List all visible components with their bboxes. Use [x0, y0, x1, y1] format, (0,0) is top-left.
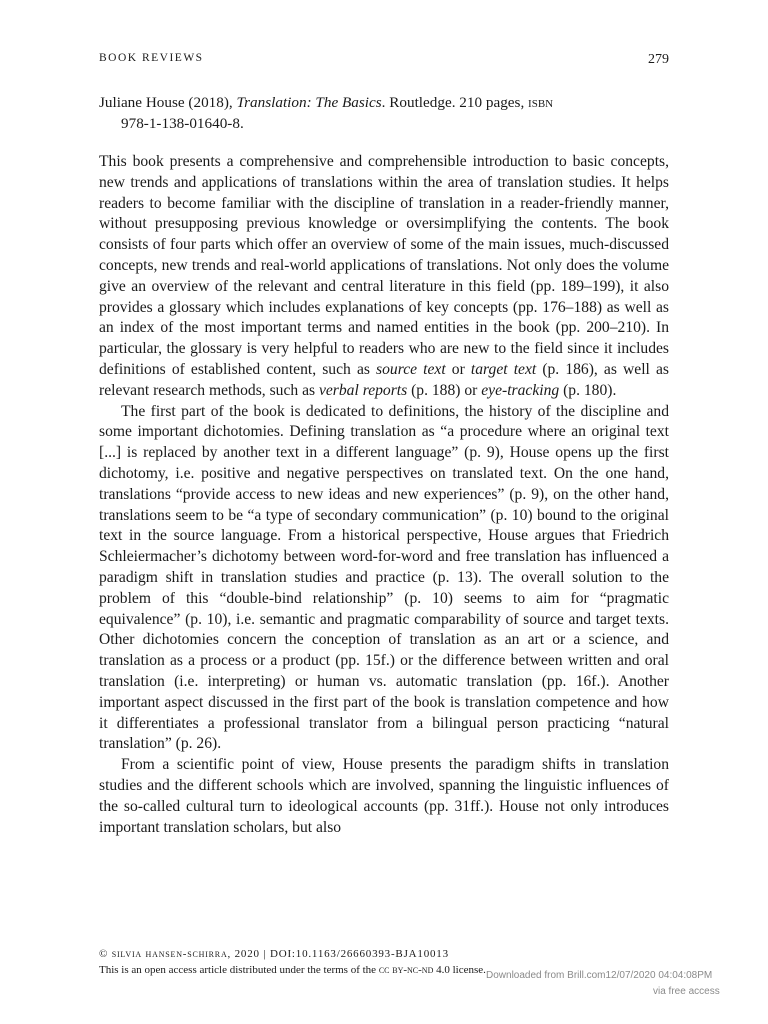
- citation-isbn-label: isbn: [528, 94, 554, 111]
- paragraph-2: The first part of the book is dedicated to definitions, the history of the discipline and some important dichotomies. Defining translation as “a procedure where an original text [...] is replaced by another text in a different language” (p. 9), House opens up the first dichotomy, i.e. positive and negative perspectives on translated text. On the one hand, translations “provide access to new ideas and new experiences” (p. 9), on the other hand, translations seem to be “a type of secondary communication” (p. 10) bound to the original text in the source language. From a historical perspective, House argues that Friedrich Schleiermacher’s dichotomy between word-for-word and free translation has influenced a paradigm shift in translation studies and practice (p. 13). The overall solution to the problem of this “double-bind relationship” (p. 10) seems to aim for “pragmatic equivalence” (p. 10), i.e. semantic and pragmatic comparability of source and target texts. Other dichotomies concern the conception of translation as an art or a science, and translation as a process or a product (pp. 15f.) or the difference between written and oral translation (i.e. interpreting) or human vs. automatic translation (pp. 16f.). Another important aspect discussed in the first part of the book is translation competence and how it differentiates a professional translator from a bilingual person practicing “natural translation” (p. 26).: [99, 402, 669, 753]
- term-target-text: target text: [470, 360, 537, 378]
- running-header: [99, 52, 669, 70]
- p1-text-c: (p. 186), as well as relevant research methods, such as: [99, 360, 669, 399]
- p1-text-a: This book presents a comprehensive and comprehensible introduction to basic concepts, new trends and applications of translations within the area of translation studies. It helps readers to become familiar with the discipline of translation in a reader-friendly manner, without presupposing previous knowledge or oversimplifying the contents. The book consists of four parts which offer an overview of some of the main issues, much-discussed concepts, new trends and real-world applications of translations. Not only does the volume give an overview of the relevant and central literature in this field (pp. 189–199), it also provides a glossary which includes explanations of key concepts (pp. 176–188) as well as an index of the most important terms and named entities in the book (pp. 200–210). In particular, the glossary is very helpful to readers who are new to the field since it includes definitions of established content, such as: [99, 153, 669, 378]
- term-verbal-reports: verbal reports: [318, 381, 408, 399]
- doi: DOI:10.1163/26660393-BJA10013: [269, 948, 449, 960]
- p1-text-b: or: [445, 360, 471, 378]
- paragraph-1: [99, 152, 669, 402]
- license-name: cc by-nc-nd 4.0: [378, 964, 450, 976]
- download-watermark: Downloaded from Brill.com12/07/2020 04:04:08PM: [486, 970, 713, 981]
- review-body: [99, 152, 669, 838]
- citation-isbn: 978-1-138-01640-8.: [121, 115, 244, 132]
- page-number: 279: [648, 52, 669, 67]
- citation-year: (2018),: [188, 94, 233, 111]
- paragraph-3: From a scientific point of view, House presents the paradigm shifts in translation studies and the different schools which are involved, spanning the linguistic influences of the so-called cultural turn to ideological accounts (pp. 31ff.). House not only introduces important translation scholars, but also: [99, 756, 669, 836]
- citation-author: Juliane House: [99, 94, 185, 111]
- license-text-a: This is an open access article distributed under the terms of the: [99, 964, 377, 976]
- citation-title: Translation: The Basics: [236, 94, 382, 111]
- section-title: BOOK REVIEWS: [99, 52, 204, 64]
- access-watermark: via free access: [653, 986, 720, 997]
- license-text-b: license.: [452, 964, 486, 976]
- term-source-text: source text: [376, 360, 446, 378]
- term-eye-tracking: eye-tracking: [481, 381, 560, 399]
- footer-separator: |: [263, 948, 267, 960]
- book-citation: [99, 92, 669, 134]
- p1-text-e: (p. 180).: [559, 381, 617, 399]
- copyright-line: [99, 948, 719, 960]
- p1-text-d: (p. 188) or: [407, 381, 482, 399]
- copyright-notice: © silvia hansen-schirra, 2020: [99, 948, 260, 960]
- citation-publisher: . Routledge. 210 pages,: [381, 94, 525, 111]
